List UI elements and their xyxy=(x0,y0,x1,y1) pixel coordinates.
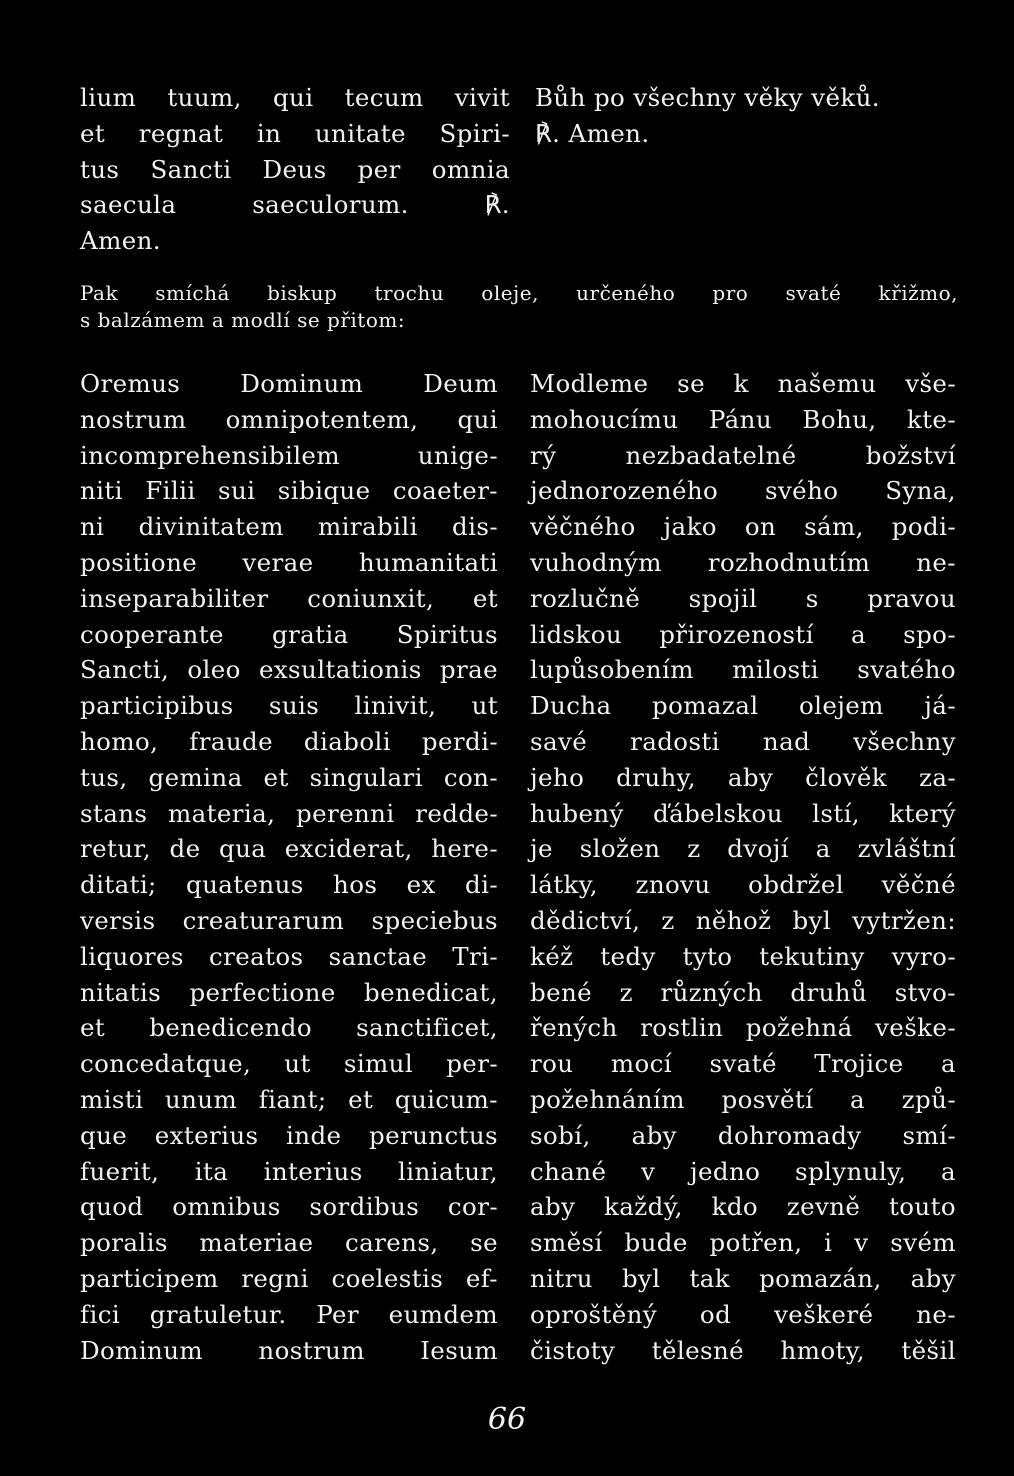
czech-line: hubený ďábelskou lstí, který xyxy=(530,798,956,828)
latin-line: participibus suis linivit, ut xyxy=(80,691,498,721)
czech-line: je složen z dvojí a zvláštní xyxy=(530,834,956,864)
czech-line: chané v jedno splynuly, a xyxy=(530,1156,956,1186)
czech-line: vuhodným rozhodnutím ne- xyxy=(530,547,956,577)
czech-line: mohoucímu Pánu Bohu, kte- xyxy=(530,404,956,434)
latin-line: concedatque, ut simul per- xyxy=(80,1049,498,1079)
latin-line: Dominum nostrum Iesum xyxy=(80,1335,498,1365)
czech-line: lupůsobením milosti svatého xyxy=(530,655,956,685)
latin-line: retur, de qua exciderat, here- xyxy=(80,834,498,864)
latin-line: nitatis perfectione benedicat, xyxy=(80,977,498,1007)
latin-line: et benedicendo sanctificet, xyxy=(80,1013,498,1043)
latin-line: tus Sancti Deus per omnia xyxy=(80,154,510,184)
czech-line: lidskou přirozeností a spo- xyxy=(530,619,956,649)
latin-line: et regnat in unitate Spiri- xyxy=(80,118,510,148)
czech-line: Bůh po všechny věky věků. xyxy=(535,83,880,112)
latin-line: participem regni coelestis ef- xyxy=(80,1263,498,1293)
czech-column-top xyxy=(535,80,960,152)
latin-line: poralis materiae carens, se xyxy=(80,1228,498,1258)
latin-line: liquores creatos sanctae Tri- xyxy=(80,941,498,971)
czech-line: jednorozeného svého Syna, xyxy=(530,476,956,506)
czech-line: směsí bude potřen, i v svém xyxy=(530,1228,956,1258)
latin-line: incomprehensibilem unige- xyxy=(80,440,498,470)
latin-line: lium tuum, qui tecum vivit xyxy=(80,83,510,112)
latin-line: niti Filii sui sibique coaeter- xyxy=(80,476,498,506)
czech-line: aby každý, kdo zevně touto xyxy=(530,1192,956,1222)
latin-line: inseparabiliter coniunxit, et xyxy=(80,583,498,613)
czech-line: Ducha pomazal olejem já- xyxy=(530,691,956,721)
latin-line: fuerit, ita interius liniatur, xyxy=(80,1156,498,1186)
czech-line: Modleme se k našemu vše- xyxy=(530,369,956,398)
czech-line: ℟. Amen. xyxy=(535,118,650,148)
czech-line: nitru byl tak pomazán, aby xyxy=(530,1263,956,1293)
czech-line: savé radosti nad všechny xyxy=(530,726,956,756)
latin-line: ni divinitatem mirabili dis- xyxy=(80,512,498,542)
czech-line: kéž tedy tyto tekutiny vyro- xyxy=(530,941,956,971)
latin-line: Sancti, oleo exsultationis prae xyxy=(80,655,498,685)
czech-line: látky, znovu obdržel věčné xyxy=(530,870,956,900)
latin-line: cooperante gratia Spiritus xyxy=(80,619,498,649)
czech-line: rozlučně spojil s pravou xyxy=(530,583,956,613)
latin-line: quod omnibus sordibus cor- xyxy=(80,1192,498,1222)
czech-line: řených rostlin požehná veške- xyxy=(530,1013,956,1043)
latin-line: nostrum omnipotentem, qui xyxy=(80,404,498,434)
czech-line: rý nezbadatelné božství xyxy=(530,440,956,470)
latin-line: ditati; quatenus hos ex di- xyxy=(80,870,498,900)
latin-line: fici gratuletur. Per eumdem xyxy=(80,1299,498,1329)
latin-line: que exterius inde perunctus xyxy=(80,1120,498,1150)
rubric-line: Pak smíchá biskup trochu oleje, určeného pro svaté křižmo, xyxy=(80,281,958,305)
latin-line: tus, gemina et singulari con- xyxy=(80,762,498,792)
latin-line: stans materia, perenni redde- xyxy=(80,798,498,828)
latin-line: versis creaturarum speciebus xyxy=(80,905,498,935)
latin-prayer-column xyxy=(80,366,498,1368)
latin-line: misti unum fiant; et quicum- xyxy=(80,1084,498,1114)
page-number: 66 xyxy=(487,1402,527,1437)
latin-line: saecula saeculorum. ℟. xyxy=(80,190,510,220)
czech-prayer-column xyxy=(530,366,956,1368)
latin-line: Amen. xyxy=(80,226,161,256)
latin-column-top xyxy=(80,80,510,259)
czech-line: sobí, aby dohromady smí- xyxy=(530,1120,956,1150)
czech-line: oproštěný od veškeré ne- xyxy=(530,1299,956,1329)
latin-line: positione verae humanitati xyxy=(80,547,498,577)
rubric-line: s balzámem a modlí se přitom: xyxy=(80,308,406,332)
czech-line: bené z různých druhů stvo- xyxy=(530,977,956,1007)
czech-line: požehnáním posvětí a způ- xyxy=(530,1084,956,1114)
latin-line: Oremus Dominum Deum xyxy=(80,369,498,398)
czech-line: rou mocí svaté Trojice a xyxy=(530,1049,956,1079)
czech-line: jeho druhy, aby člověk za- xyxy=(530,762,956,792)
rubric-instruction xyxy=(80,280,958,334)
czech-line: dědictví, z něhož byl vytržen: xyxy=(530,905,956,935)
czech-line: věčného jako on sám, podi- xyxy=(530,512,956,542)
latin-line: homo, fraude diaboli perdi- xyxy=(80,726,498,756)
czech-line: čistoty tělesné hmoty, těšil xyxy=(530,1335,956,1365)
